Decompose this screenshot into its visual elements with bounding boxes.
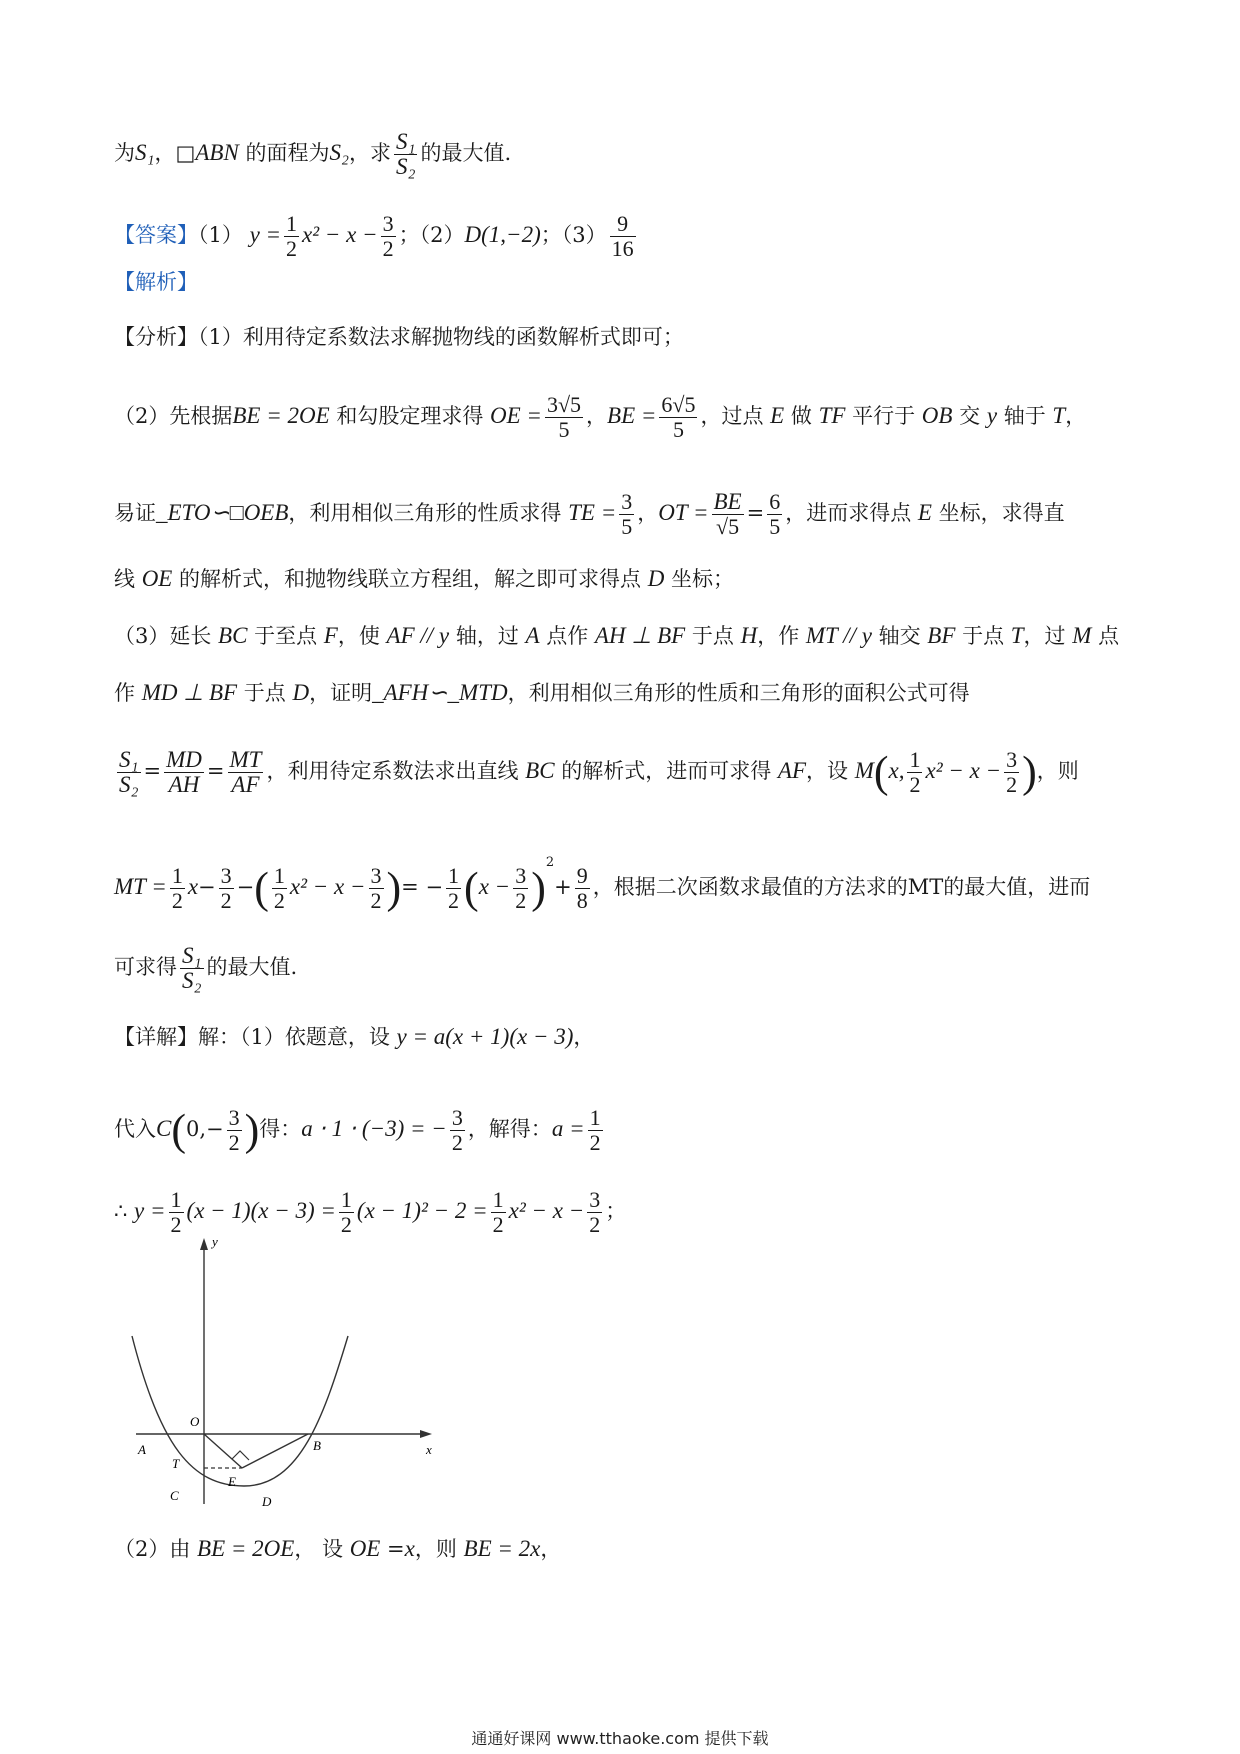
answer-tag: 【答案】 [114,223,198,247]
line-1: 为S₁，□ABN 的面程为S₂，求 $\frac{\text{S₁}}{\text{S₂}}$ 的最大值. [114,129,512,179]
label-E: E [228,1474,236,1489]
line-15: ∴ y = $\frac{1}{2}$ (x − 1)(x − 3) = $\frac{1}{2}$ (x − 1)² − 2 = $\frac{1}{2}$ x² − x − $\frac{3}{2}$ ； [114,1187,627,1237]
label-T: T [172,1456,180,1471]
segment-EB [242,1434,308,1468]
label-y: y [212,1236,218,1249]
line-7: 线 OE 的解析式，和抛物线联立方程组，解之即可求得点 D 坐标； [114,566,735,591]
line-8: （3）延长 BC 于至点 F，使 AF // y 轴，过 A 点作 AH ⊥ BF 于点 H，作 MT // y 轴交 BF 于点 T，过 M 点 [114,623,1120,648]
xiangjie-line: 【详解】解：（1）依题意，设 y = a(x + 1)(x − 3)， [114,1024,595,1049]
line-10: $\frac{\text{S₁}}{\text{S₂}}$ = $\frac{MD}{AH}$ = $\frac{MT}{AF}$ ，利用待定系数法求出直线 BC 的解析式，进而可求得 AF，设 M(x, $\frac{1}{2}$ x² − x − $\frac{3}{2}$ )，则 [119,747,1079,797]
line-6: 易证_ETO∽□OEB，利用相似三角形的性质求得 TE = $\frac{3}{5}$ ，OT = $\frac{BE}{√5}$ = $\frac{6}{5}$ ，进而求得点 E 坐标，求得直 [114,489,1065,539]
line-12: 可求得 $\frac{\text{S₁}}{\text{S₂}}$ 的最大值. [114,943,298,993]
analysis-header: 【解析】 [114,270,198,294]
parabola-curve [132,1336,348,1486]
label-B: B [313,1438,321,1453]
fraction-s1-s2: $\frac{\text{S₁}}{\text{S₂}}$ [395,129,416,179]
label-D: D [262,1494,272,1506]
line-11: MT = $\frac{1}{2}$ x− $\frac{3}{2}$ −( $\frac{1}{2}$ x² − x − $\frac{3}{2}$ )= − $\frac{1}{2}$ (x − $\frac{3}{2}$ )$^2$+ $\frac{9}{8}$ ，根据二次函数求最值的方法求的MT的最大值，进而 [114,855,1091,913]
line-16: （2）由 BE = 2OE， 设 OE =x，则 BE = 2x， [114,1536,562,1561]
footer-watermark: 通通好课网 www.tthaoke.com 提供下载 [471,1729,769,1748]
label-x: x [426,1442,432,1457]
right-angle-mark [232,1451,249,1460]
label-A: A [138,1442,146,1457]
segment-OE [204,1434,242,1468]
line-14: 代入C(0,− $\frac{3}{2}$ )得：a ⋅ 1 ⋅ (−3) = − $\frac{3}{2}$ ，解得：a = $\frac{1}{2}$ [114,1105,601,1155]
answer-line: 【答案】（1） y = $\frac{1}{2}$ x² − x − $\frac{3}{2}$ ；（2）D(1,−2)；（3） $\frac{9}{16}$ [114,211,634,261]
x-axis-arrow [420,1430,432,1438]
parabola-figure [120,1236,440,1506]
fenxi-line: 【分析】（1）利用待定系数法求解抛物线的函数解析式即可； [114,325,684,349]
line-5: （2）先根据BE = 2OE 和勾股定理求得 OE = $\frac{3√5}{5}$ ，BE = $\frac{6√5}{5}$ ，过点 E 做 TF 平行于 OB 交 y 轴于 T， [114,392,1087,442]
y-axis-arrow [200,1238,208,1250]
line-9: 作 MD ⊥ BF 于点 D，证明_AFH∽_MTD，利用相似三角形的性质和三角形的面积公式可得 [114,680,970,705]
label-O: O [190,1414,200,1429]
label-C: C [170,1488,179,1503]
